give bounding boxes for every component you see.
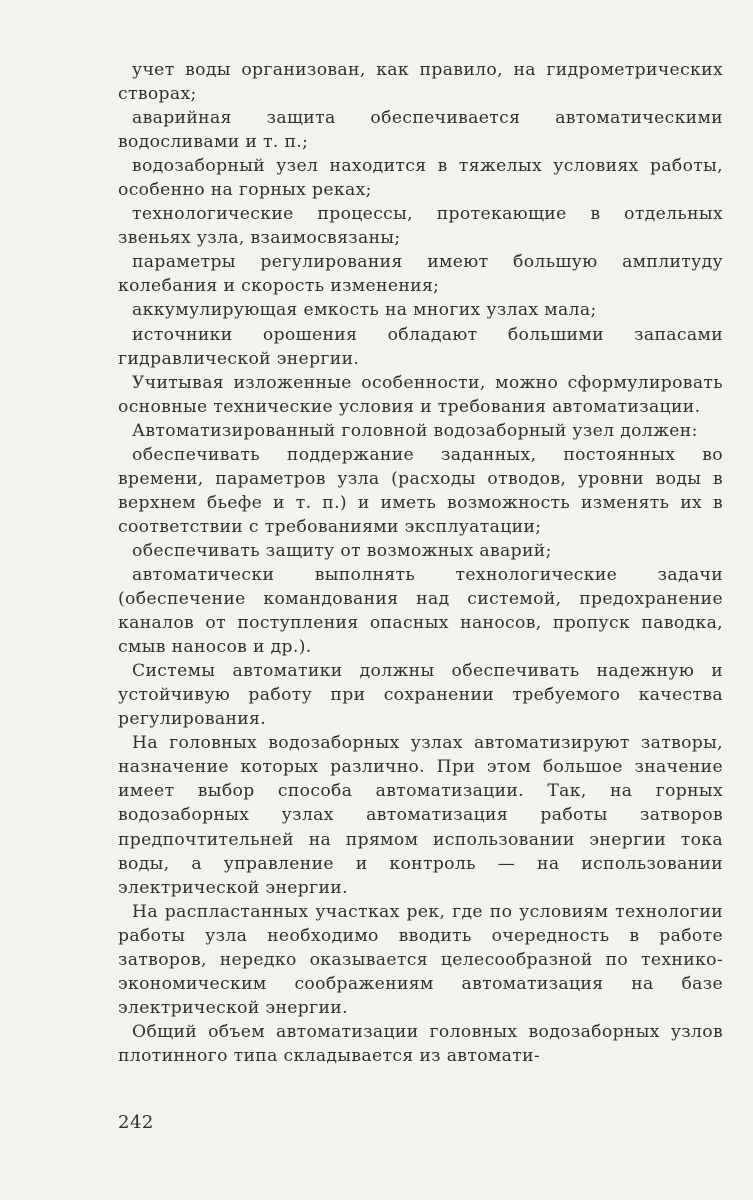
paragraph-flat-river-sections: На распластанных участках рек, где по условиям технологии работы узла необходимо вводить очередность в работе затворов, нередко оказывается целесообразной по технико-экономическим соображениям автоматизация на базе электрической энергии. [118, 901, 723, 1018]
paragraph-technological-tasks: автоматически выполнять технологические задачи (обеспечение командования над системой, предохранение каналов от поступления опасных наносов, пропуск паводка, смыв наносов и др.). [118, 564, 723, 658]
page-number: 242 [118, 1112, 154, 1133]
paragraph-irrigation-sources: источники орошения обладают большими запасами гидравлической энергии. [118, 324, 723, 369]
paragraph-water-metering: учет воды организован, как правило, на гидрометрических створах; [118, 60, 723, 105]
paragraph-interrelated-processes: технологические процессы, протекающие в отдельных звеньях узла, взаимосвязаны; [118, 204, 723, 249]
paragraph-automation-scope: Общий объем автоматизации головных водозаборных узлов плотинного типа складывается из автомати- [118, 1021, 723, 1066]
paragraph-harsh-conditions: водозаборный узел находится в тяжелых условиях работы, особенно на горных реках; [118, 156, 723, 201]
paragraph-regulation-parameters: параметры регулирования имеют большую амплитуду колебания и скорость изменения; [118, 252, 723, 297]
body-text [118, 58, 723, 1068]
paragraph-reliable-operation: Системы автоматики должны обеспечивать надежную и устойчивую работу при сохранении требуемого качества регулирования. [118, 661, 723, 730]
paragraph-emergency-protection: аварийная защита обеспечивается автоматическими водосливами и т. п.; [118, 108, 723, 153]
paragraph-maintain-parameters: обеспечивать поддержание заданных, постоянных во времени, параметров узла (расходы отводов, уровни воды в верхнем бьефе и т. п.) и иметь возможность изменять их в соответствии с требованиями эксплуатации; [118, 444, 723, 537]
paragraph-storage-capacity: аккумулирующая емкость на многих узлах мала; [132, 300, 597, 321]
paragraph-technical-requirements: Учитывая изложенные особенности, можно сформулировать основные технические условия и требования автоматизации. [118, 372, 723, 417]
paragraph-gate-automation: На головных водозаборных узлах автоматизируют затворы, назначение которых различно. При этом большое значение имеет выбор способа автоматизации. Так, на горных водозаборных узлах автоматизация работы затворов предпочтительней на прямом использовании энергии тока воды, а управление и контроль — на использовании электрической энергии. [118, 733, 723, 898]
paragraph-accident-protection: обеспечивать защиту от возможных аварий; [132, 540, 552, 561]
paragraph-headworks-must: Автоматизированный головной водозаборный узел должен: [132, 420, 698, 441]
